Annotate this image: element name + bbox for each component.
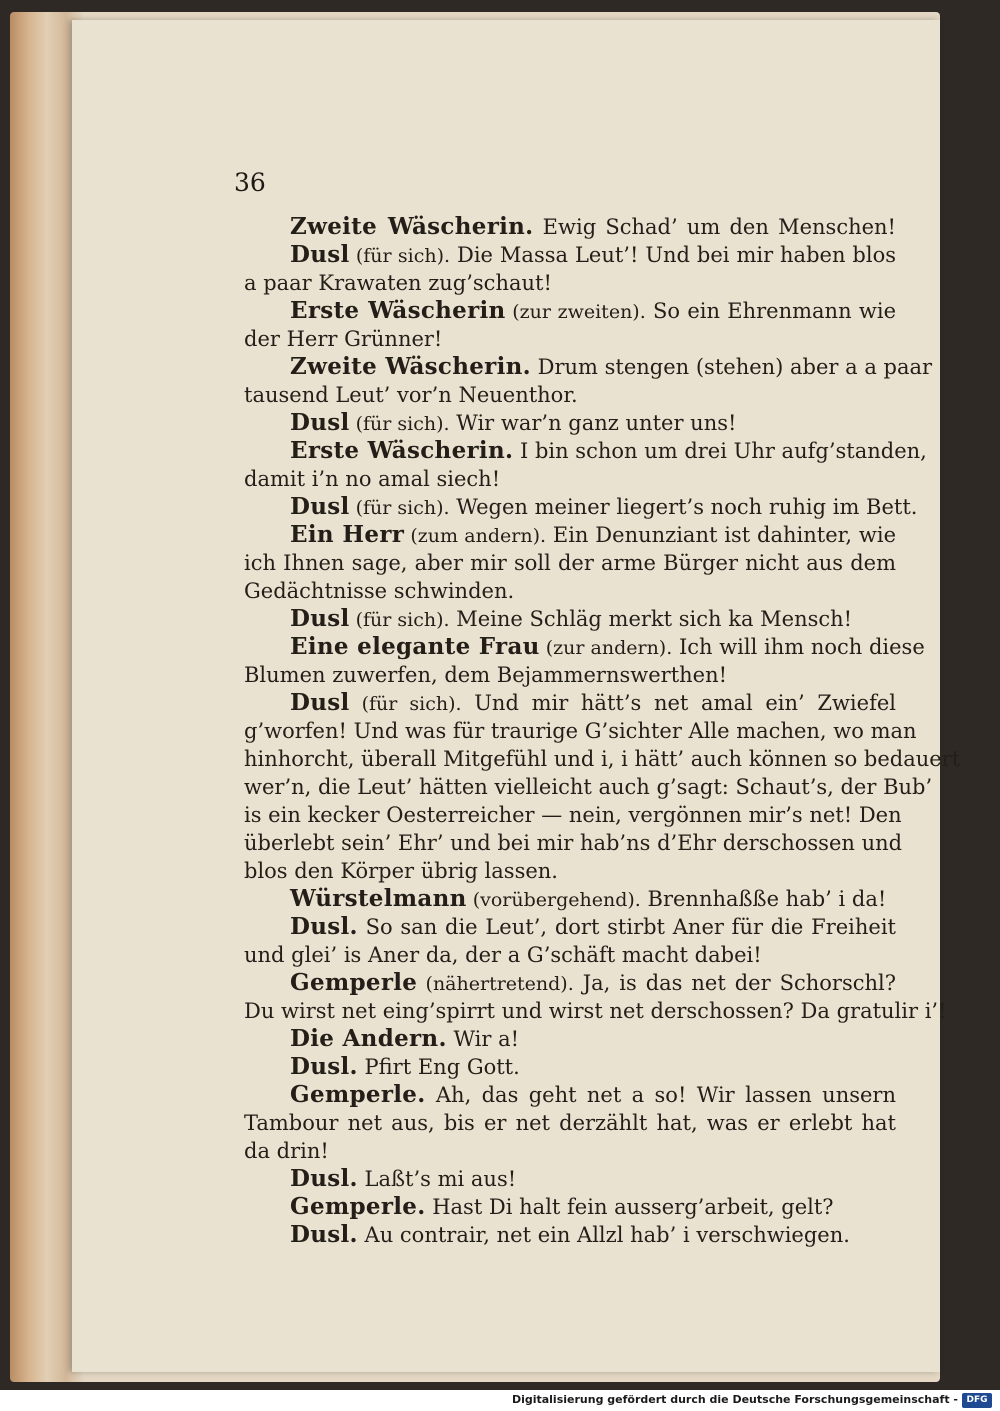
text-line: [244, 493, 918, 521]
dialogue-text: Drum stengen (stehen) aber a a paar: [530, 355, 933, 379]
stage-direction: (für sich).: [349, 693, 462, 715]
dialogue-text: Ich will ihm noch diese: [672, 635, 925, 659]
text-line: [244, 773, 933, 801]
dialogue-text: So san die Leut’, dort stirbt Aner für die Freiheit: [357, 915, 896, 939]
text-line: [244, 1025, 896, 1053]
text-line: [244, 437, 927, 465]
footer-credit: Digitalisierung gefördert durch die Deutsche Forschungsgemeinschaft -: [511, 1393, 958, 1406]
dialogue-text: I bin schon um drei Uhr aufg’standen,: [513, 439, 927, 463]
stage-direction: (zur andern).: [539, 637, 673, 659]
speaker-name: Dusl: [290, 409, 350, 436]
dialogue-text: is ein kecker Oesterreicher — nein, vergönnen mir’s net! Den: [244, 803, 902, 827]
text-line: [244, 297, 896, 325]
text-line: [244, 997, 947, 1025]
dialogue-text: Tambour net aus, bis er net derzählt hat, was er erlebt hat: [244, 1111, 896, 1135]
speaker-name: Die Andern.: [290, 1025, 447, 1052]
text-line: [244, 269, 896, 297]
text-line: [244, 465, 896, 493]
dialogue-text: Au contrair, net ein Allzl hab’ i verschwiegen.: [357, 1223, 850, 1247]
dialogue-text: Hast Di halt fein ausserg’arbeit, gelt?: [425, 1195, 834, 1219]
dialogue-text: überlebt sein’ Ehr’ und bei mir hab’ns d’Ehr derschossen und: [244, 831, 903, 855]
page-number: 36: [234, 168, 266, 197]
stage-direction: (für sich).: [349, 497, 450, 519]
text-line: [244, 829, 903, 857]
text-line: [244, 1165, 896, 1193]
stage-direction: (nähertretend).: [417, 973, 574, 995]
dialogue-text: wer’n, die Leut’ hätten vielleicht auch g’sagt: Schaut’s, der Bub’: [244, 775, 933, 799]
speaker-name: Dusl: [290, 241, 350, 268]
dialogue-text: ich Ihnen sage, aber mir soll der arme Bürger nicht aus dem: [244, 551, 896, 575]
dialogue-text: Die Massa Leut’! Und bei mir haben blos: [450, 243, 896, 267]
speaker-name: Zweite Wäscherin.: [290, 213, 534, 240]
stage-direction: (vorübergehend).: [466, 889, 641, 911]
text-line: [244, 1109, 896, 1137]
speaker-name: Dusl.: [290, 1221, 358, 1248]
stage-direction: (für sich).: [349, 609, 450, 631]
text-line: [244, 353, 933, 381]
text-line: [244, 717, 917, 745]
speaker-name: Dusl: [290, 605, 350, 632]
dialogue-text: Du wirst net eing’spirrt und wirst net derschossen? Da gratulir i’!: [244, 999, 947, 1023]
text-line: [244, 969, 896, 997]
speaker-name: Dusl: [290, 689, 350, 716]
speaker-name: Würstelmann: [290, 885, 467, 912]
text-line: [244, 1137, 896, 1165]
text-line: [244, 325, 896, 353]
dialogue-text: Meine Schläg merkt sich ka Mensch!: [449, 607, 853, 631]
dialogue-text: hinhorcht, überall Mitgefühl und i, i hätt’ auch können so bedauert: [244, 747, 961, 771]
text-line: [244, 941, 896, 969]
text-line: [244, 857, 896, 885]
text-line: [244, 1053, 896, 1081]
dialogue-text: blos den Körper übrig lassen.: [244, 859, 558, 883]
stage-direction: (zur zweiten).: [505, 301, 646, 323]
dialogue-text: Ah, das geht net a so! Wir lassen unsern: [425, 1083, 896, 1107]
speaker-name: Dusl.: [290, 1165, 358, 1192]
speaker-name: Dusl.: [290, 913, 358, 940]
dialogue-text: So ein Ehrenmann wie: [645, 299, 896, 323]
text-line: [244, 409, 896, 437]
dialogue-text: Blumen zuwerfen, dem Bejammernswerthen!: [244, 663, 728, 687]
dialogue-text: Pfirt Eng Gott.: [357, 1055, 520, 1079]
dialogue-text: a paar Krawaten zug’schaut!: [244, 271, 552, 295]
speaker-name: Ein Herr: [290, 521, 405, 548]
dialogue-text: Und mir hätt’s net amal ein’ Zwiefel: [461, 691, 896, 715]
speaker-name: Eine elegante Frau: [290, 633, 540, 660]
page-text: [244, 213, 961, 1249]
stage-direction: (für sich).: [349, 245, 451, 267]
text-line: [244, 885, 896, 913]
dialogue-text: Gedächtnisse schwinden.: [244, 579, 515, 603]
speaker-name: Zweite Wäscherin.: [290, 353, 531, 380]
dialogue-text: Wegen meiner liegert’s noch ruhig im Bett.: [449, 495, 918, 519]
dfg-logo-icon: DFG: [962, 1393, 992, 1408]
stage-direction: (für sich).: [349, 413, 450, 435]
dialogue-text: und glei’ is Aner da, der a G’schäft macht dabei!: [244, 943, 762, 967]
speaker-name: Erste Wäscherin.: [290, 437, 514, 464]
speaker-name: Dusl: [290, 493, 350, 520]
speaker-name: Gemperle.: [290, 1193, 426, 1220]
text-line: [244, 1193, 896, 1221]
text-line: [244, 577, 896, 605]
text-line: [244, 549, 896, 577]
dialogue-text: Wir a!: [446, 1027, 520, 1051]
dialogue-text: Ja, is das net der Schorschl?: [573, 971, 896, 995]
dialogue-text: Ein Denunziant ist dahinter, wie: [546, 523, 897, 547]
text-line: [244, 605, 896, 633]
speaker-name: Erste Wäscherin: [290, 297, 506, 324]
dialogue-text: da drin!: [244, 1139, 329, 1163]
text-line: [244, 1221, 896, 1249]
text-line: [244, 801, 902, 829]
text-line: [244, 1081, 896, 1109]
text-line: [244, 689, 896, 717]
text-line: [244, 633, 925, 661]
dialogue-text: der Herr Grünner!: [244, 327, 443, 351]
text-line: [244, 213, 896, 241]
dialogue-text: damit i’n no amal siech!: [244, 467, 501, 491]
text-line: [244, 381, 896, 409]
speaker-name: Gemperle.: [290, 1081, 426, 1108]
dialogue-text: Brennhaßße hab’ i da!: [640, 887, 887, 911]
speaker-name: Dusl.: [290, 1053, 358, 1080]
text-line: [244, 745, 961, 773]
dialogue-text: Ewig Schad’ um den Menschen!: [533, 215, 896, 239]
dialogue-text: g’worfen! Und was für traurige G’sichter Alle machen, wo man: [244, 719, 917, 743]
stage-direction: (zum andern).: [404, 525, 547, 547]
text-line: [244, 913, 896, 941]
text-line: [244, 661, 896, 689]
dialogue-text: Wir war’n ganz unter uns!: [449, 411, 737, 435]
text-line: [244, 521, 896, 549]
dialogue-text: Laßt’s mi aus!: [357, 1167, 517, 1191]
dialogue-text: tausend Leut’ vor’n Neuenthor.: [244, 383, 578, 407]
speaker-name: Gemperle: [290, 969, 418, 996]
footer-bar: [0, 1390, 1000, 1411]
text-line: [244, 241, 896, 269]
